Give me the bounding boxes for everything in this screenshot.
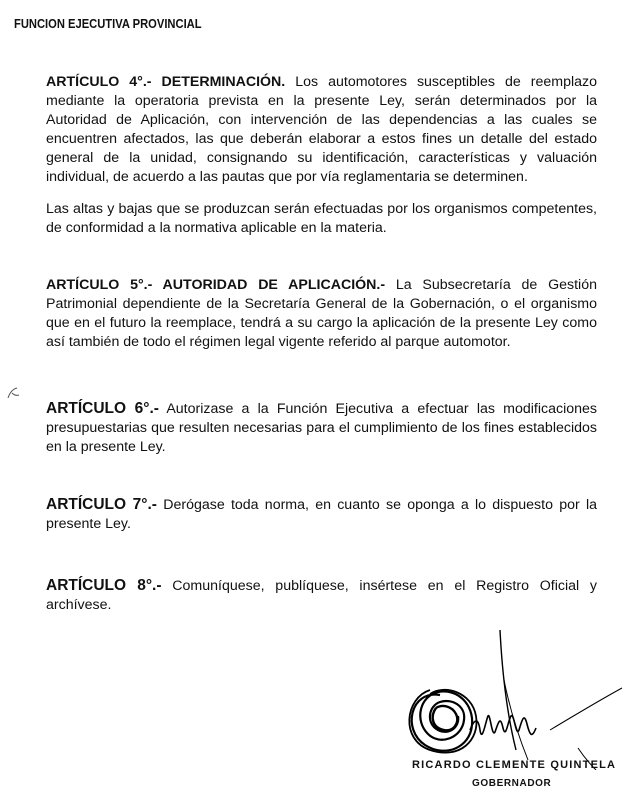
article-4-paragraph-2: Las altas y bajas que se produzcan serán efectuadas por los organismos competentes, de conformidad a la normativa aplicable en la materia. <box>46 201 597 236</box>
article-6 <box>46 399 597 457</box>
article-5-text: La Subsecretaría de Gestión Patrimonial dependiente de la Secretaría General de la Gobernación, o el organismo que en el futuro la reemplace, tendrá a su cargo la aplicación de la presente Ley como así también de todo el régimen legal vigente referido al parque automotor. <box>46 277 597 350</box>
article-5 <box>46 276 597 352</box>
article-4-text: Los automotores susceptibles de reemplazo mediante la operatoria prevista en la presente Ley, serán determinados por la Autoridad de Aplicación, con intervención de las dependencias a las cuales se encuentren afectados, las que deberán elaborar a estos fines un detalle del estado general de la unidad, consignando su identificación, características y valuación individual, de acuerdo a las pautas que por vía reglamentaria se determinen. <box>46 74 598 185</box>
article-6-text: Autorizase a la Función Ejecutiva a efectuar las modificaciones presupuestarias que resulten necesarias para el cumplimiento de los fines establecidos en la presente Ley. <box>46 401 597 455</box>
article-7-heading: ARTÍCULO 7°.- <box>46 496 157 513</box>
signatory-name: RICARDO CLEMENTE QUINTELA <box>412 759 617 771</box>
handwritten-signature-icon <box>400 620 630 770</box>
article-8-text: Comuníquese, publíquese, insértese en el Registro Oficial y archívese. <box>46 578 597 613</box>
document-header: FUNCION EJECUTIVA PROVINCIAL <box>14 16 202 31</box>
article-7-text: Derógase toda norma, en cuanto se oponga a lo dispuesto por la presente Ley. <box>46 497 597 532</box>
signature-block <box>400 620 630 805</box>
article-4 <box>46 73 597 187</box>
article-8-heading: ARTÍCULO 8°.- <box>46 577 162 594</box>
article-5-heading: ARTÍCULO 5°.- AUTORIDAD DE APLICACIÓN.- <box>46 277 386 293</box>
article-8 <box>46 576 597 615</box>
article-6-heading: ARTÍCULO 6°.- <box>46 400 159 417</box>
article-4-heading: ARTÍCULO 4°.- DETERMINACIÓN. <box>46 74 286 90</box>
article-7 <box>46 495 597 534</box>
signatory-title: GOBERNADOR <box>472 778 552 789</box>
margin-mark <box>4 384 24 404</box>
